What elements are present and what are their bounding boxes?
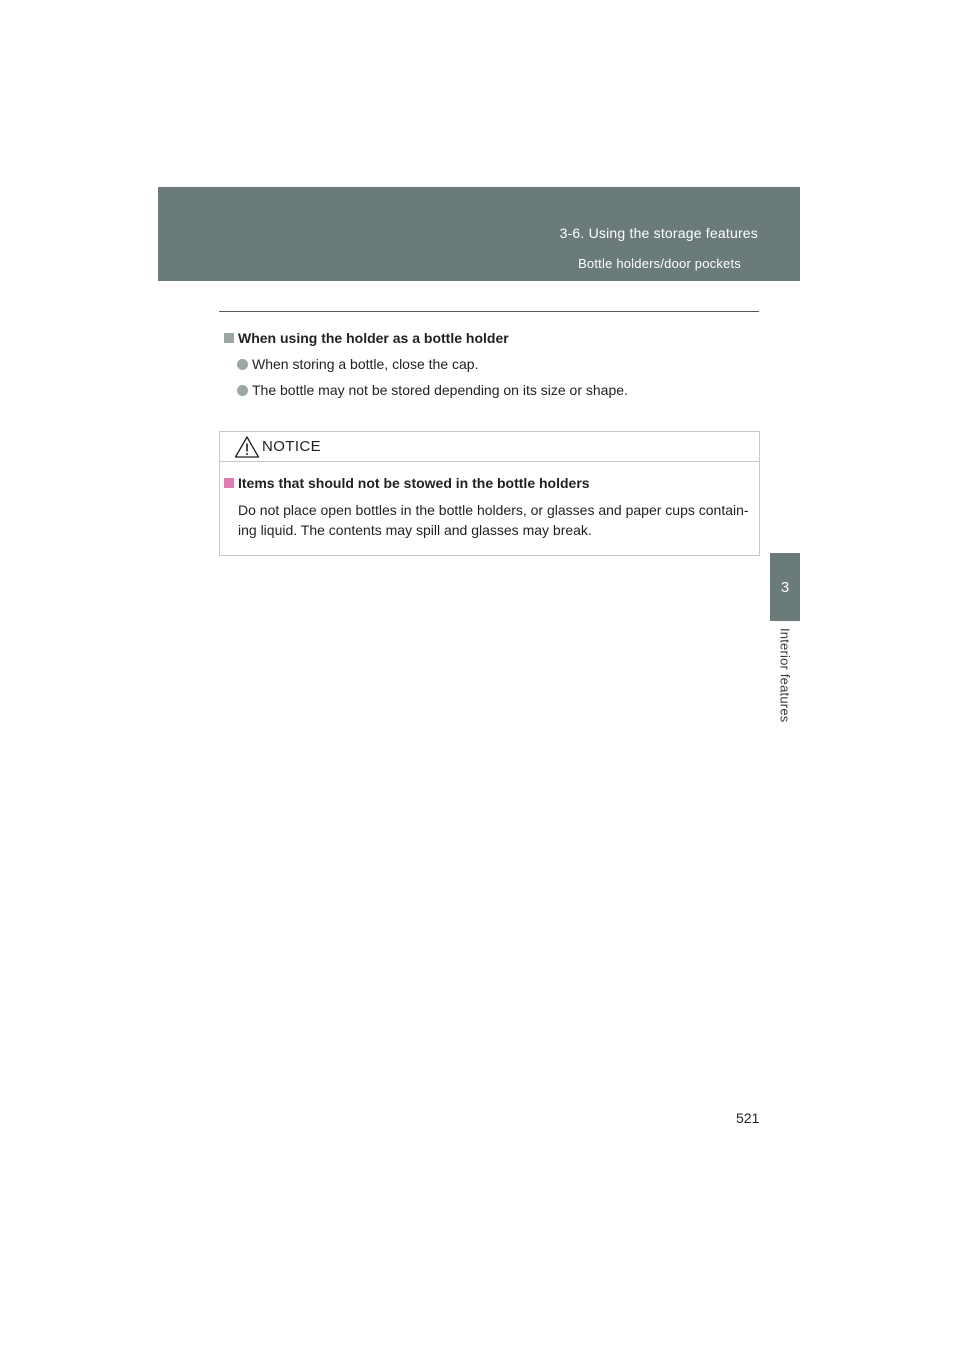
chapter-title: Interior features — [777, 628, 793, 723]
section-title: 3-6. Using the storage features — [559, 225, 758, 241]
section-heading — [224, 330, 509, 346]
chapter-tab — [770, 553, 800, 621]
list-item-text: The bottle may not be stored depending on its size or shape. — [252, 382, 628, 398]
list-item — [237, 356, 478, 372]
notice-heading-text: Items that should not be stowed in the bottle holders — [238, 475, 590, 491]
list-item — [237, 382, 628, 398]
notice-header — [220, 432, 759, 462]
warning-triangle-icon — [234, 435, 260, 459]
notice-heading — [224, 475, 590, 491]
header-band — [158, 187, 800, 281]
subsection-title: Bottle holders/door pockets — [578, 256, 741, 271]
chapter-number: 3 — [780, 578, 790, 596]
section-heading-text: When using the holder as a bottle holder — [238, 330, 509, 346]
circle-bullet-icon — [237, 359, 248, 370]
circle-bullet-icon — [237, 385, 248, 396]
page-number: 521 — [736, 1110, 760, 1126]
square-bullet-icon — [224, 478, 234, 488]
square-bullet-icon — [224, 333, 234, 343]
notice-body: Do not place open bottles in the bottle holders, or glasses and paper cups contain-ing liquid. The contents may spill and glasses may break. — [238, 502, 749, 538]
section-divider — [219, 311, 759, 312]
list-item-text: When storing a bottle, close the cap. — [252, 356, 479, 372]
chapter-label — [770, 628, 800, 738]
notice-title: NOTICE — [262, 438, 322, 455]
notice-box — [219, 431, 760, 556]
